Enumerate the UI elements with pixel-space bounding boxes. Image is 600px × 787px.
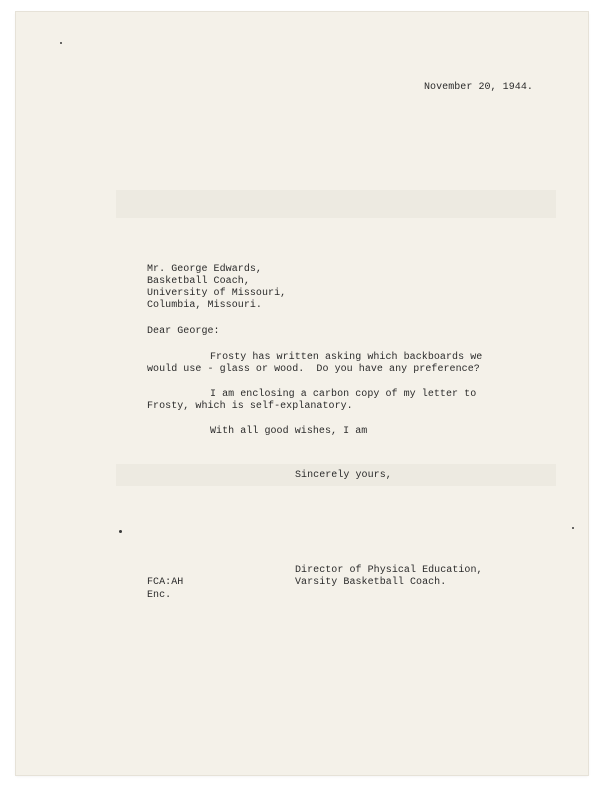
paragraph-3: With all good wishes, I am xyxy=(210,426,368,437)
recipient-name: Mr. George Edwards, xyxy=(147,264,262,275)
paragraph-2-line-2: Frosty, which is self-explanatory. xyxy=(147,401,353,412)
letter-date: November 20, 1944. xyxy=(424,82,533,93)
enclosure-note: Enc. xyxy=(147,590,172,601)
initials: FCA:AH xyxy=(147,577,184,588)
paragraph-1-line-1: Frosty has written asking which backboards we xyxy=(210,352,483,363)
paper-speck xyxy=(119,530,122,533)
recipient-location: Columbia, Missouri. xyxy=(147,300,262,311)
paper-shadow-band xyxy=(116,190,556,218)
paper-speck xyxy=(60,42,62,44)
letter-page xyxy=(16,12,588,775)
recipient-institution: University of Missouri, xyxy=(147,288,287,299)
signature-line-2: Varsity Basketball Coach. xyxy=(295,577,447,588)
salutation: Dear George: xyxy=(147,326,220,337)
closing: Sincerely yours, xyxy=(295,470,392,481)
paragraph-1-line-2: would use - glass or wood. Do you have any preference? xyxy=(147,364,480,375)
recipient-title: Basketball Coach, xyxy=(147,276,250,287)
paper-speck xyxy=(572,527,574,529)
paragraph-2-line-1: I am enclosing a carbon copy of my letter to xyxy=(210,389,477,400)
signature-line-1: Director of Physical Education, xyxy=(295,565,483,576)
